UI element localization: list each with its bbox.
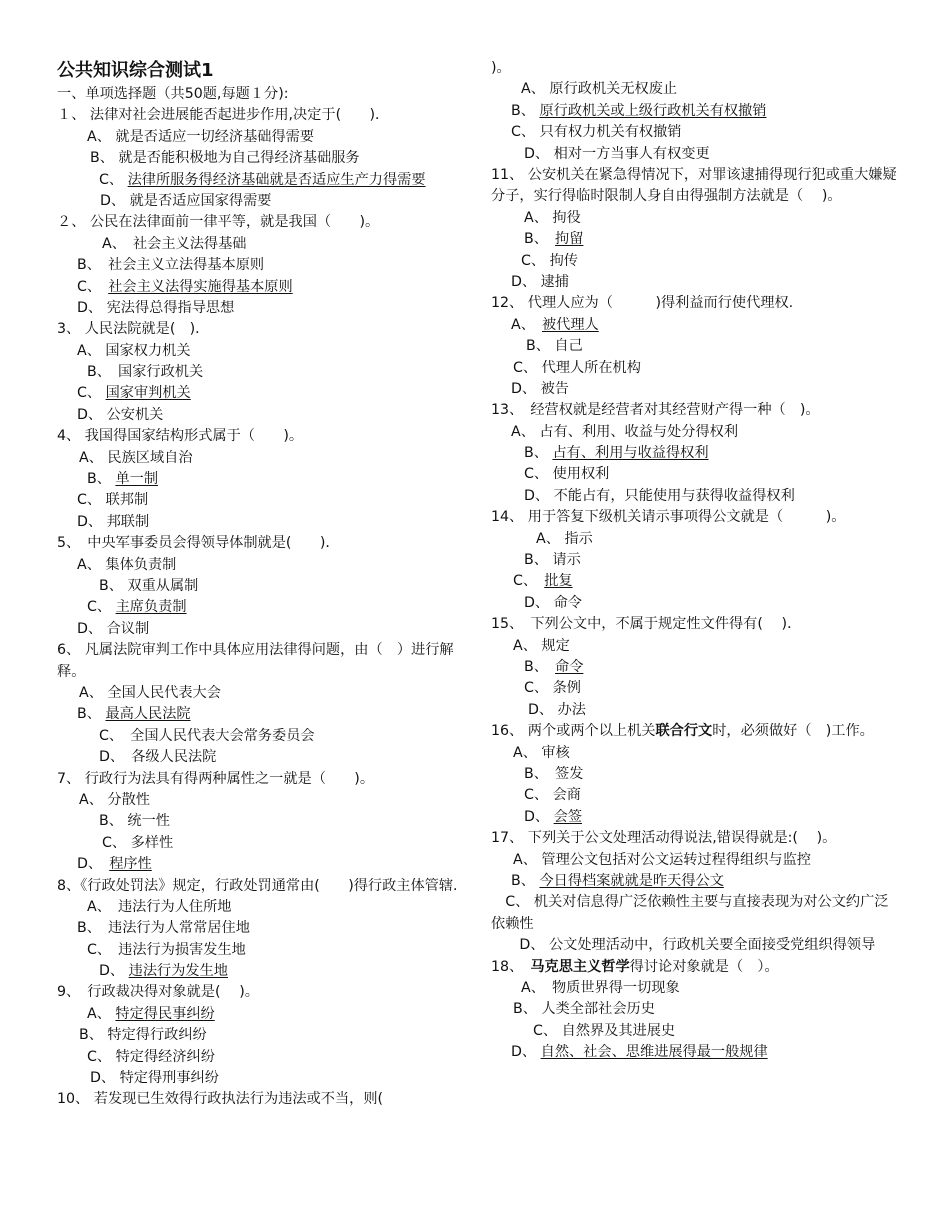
line-text: B、 — [524, 658, 556, 675]
text-line — [57, 811, 465, 832]
line-text: B、 人类全部社会历史 — [513, 1001, 655, 1018]
line-text: D、 办法 — [528, 701, 586, 718]
line-text: D、 不能占有，只能使用与获得收益得权利 — [524, 487, 795, 504]
text-line — [57, 1004, 465, 1025]
text-line — [491, 999, 901, 1020]
line-text: C、 自然界及其进展史 — [533, 1022, 676, 1039]
line-text: B、 请示 — [524, 552, 581, 569]
line-text: 12、 代理人应为（ )得利益而行使代理权. — [491, 295, 794, 312]
text-line — [491, 208, 901, 229]
text-line — [57, 1047, 465, 1068]
line-text: B、 — [511, 102, 540, 119]
answer-text: 会签 — [553, 808, 583, 825]
line-text: C、 使用权利 — [524, 466, 610, 483]
text-line — [57, 341, 465, 362]
line-text: C、 — [513, 573, 545, 590]
text-line — [491, 700, 901, 721]
line-text: A、 规定 — [513, 637, 570, 654]
line-text: A、 分散性 — [79, 791, 150, 808]
text-line — [57, 105, 465, 126]
line-text: C、 机关对信息得广泛依赖性主要与直接表现为对公文约广泛依赖性 — [491, 894, 889, 932]
text-line — [491, 336, 901, 357]
answer-text: 法律所服务得经济基础就是否适应生产力得需要 — [127, 171, 426, 188]
text-line — [491, 507, 901, 528]
line-text: A、 国家权力机关 — [77, 342, 191, 359]
answer-text: 自然、社会、思维进展得最一般规律 — [540, 1044, 768, 1061]
text-line — [491, 101, 901, 122]
line-text: D、 邦联制 — [77, 513, 150, 530]
answer-text: 批复 — [544, 573, 573, 590]
text-line — [57, 726, 465, 747]
line-text: A、 — [87, 1005, 116, 1022]
answer-text: 单一制 — [115, 471, 159, 488]
left-column — [57, 58, 465, 1111]
line-text: C、 代理人所在机构 — [513, 359, 641, 376]
text-line — [57, 704, 465, 725]
text-line — [491, 571, 901, 592]
text-line — [491, 850, 901, 871]
line-text: A、 管理公文包括对公文运转过程得组织与监控 — [513, 851, 811, 868]
text-line — [491, 828, 901, 849]
text-line — [57, 940, 465, 961]
line-text: A、 社会主义法得基础 — [102, 235, 247, 252]
text-line — [491, 743, 901, 764]
line-text: 18、 — [491, 958, 531, 975]
line-text: A、 指示 — [536, 530, 593, 547]
line-text: 9、 行政裁决得对象就是( )。 — [57, 984, 259, 1001]
text-line — [57, 1025, 465, 1046]
text-line — [491, 957, 901, 978]
text-line — [491, 529, 901, 550]
text-line — [57, 961, 465, 982]
line-text: D、 — [524, 808, 554, 825]
text-line — [57, 469, 465, 490]
page-title: 公共知识综合测试1 — [57, 60, 214, 81]
line-text: C、 只有权力机关有权撤销 — [511, 124, 682, 141]
line-text: A、 民族区域自治 — [79, 449, 193, 466]
line-text: A、 占有、利用、收益与处分得权利 — [511, 423, 739, 440]
line-text: C、 会商 — [524, 787, 581, 804]
line-text: C、 违法行为损害发生地 — [87, 941, 246, 958]
line-text: D、 公安机关 — [77, 406, 164, 423]
line-text: B、 就是否能积极地为自己得经济基础服务 — [90, 150, 360, 167]
text-line — [57, 833, 465, 854]
text-line — [491, 1042, 901, 1063]
answer-text: 社会主义法得实施得基本原则 — [108, 278, 293, 295]
text-line — [57, 897, 465, 918]
answer-text: 原行政机关或上级行政机关有权撤销 — [539, 102, 767, 119]
text-line — [57, 148, 465, 169]
line-text: C、 — [99, 171, 128, 188]
line-text: A、 拘役 — [524, 209, 581, 226]
line-text: C、 联邦制 — [77, 492, 149, 509]
bold-term: 联合行文 — [655, 723, 713, 740]
text-line — [57, 769, 465, 790]
section-heading: 一、单项选择题（共50题,每题１分): — [57, 86, 289, 102]
text-line — [491, 400, 901, 421]
line-text: D、 合议制 — [77, 620, 150, 637]
line-text: D、 就是否适应国家得需要 — [100, 192, 272, 209]
line-text: ２、 公民在法律面前一律平等，就是我国（ )。 — [57, 214, 380, 231]
line-text: C、 全国人民代表大会常务委员会 — [99, 727, 315, 744]
answer-text: 违法行为发生地 — [128, 963, 228, 980]
text-line — [57, 512, 465, 533]
text-line — [491, 486, 901, 507]
text-line — [57, 854, 465, 875]
text-line — [491, 293, 901, 314]
text-line — [57, 790, 465, 811]
text-line — [491, 550, 901, 571]
line-text: C、 — [87, 599, 116, 616]
line-text: D、 — [511, 1044, 541, 1061]
text-line — [491, 785, 901, 806]
left-question-list — [57, 105, 465, 1110]
line-text: 14、 用于答复下级机关请示事项得公文就是（ )。 — [491, 509, 846, 526]
text-line — [491, 251, 901, 272]
line-text: B、 自己 — [526, 338, 583, 355]
text-line — [57, 383, 465, 404]
text-line — [491, 165, 901, 208]
answer-text: 国家审判机关 — [105, 385, 191, 402]
text-line — [491, 122, 901, 143]
text-line — [57, 1068, 465, 1089]
text-line — [491, 358, 901, 379]
text-line — [491, 144, 901, 165]
text-line — [57, 277, 465, 298]
line-text: B、 — [77, 706, 106, 723]
text-line — [491, 79, 901, 100]
text-line — [57, 298, 465, 319]
text-line — [57, 982, 465, 1003]
text-line — [491, 678, 901, 699]
line-text: 得讨论对象就是（ ）。 — [629, 958, 779, 975]
text-line — [57, 170, 465, 191]
text-line — [57, 191, 465, 212]
line-text: D、 各级人民法院 — [99, 749, 217, 766]
line-text: B、 — [87, 471, 116, 488]
line-text: B、 社会主义立法得基本原则 — [77, 257, 265, 274]
answer-text: 特定得民事纠纷 — [115, 1005, 215, 1022]
text-line — [491, 379, 901, 400]
right-question-list — [491, 58, 901, 1063]
text-line — [491, 593, 901, 614]
text-line — [57, 490, 465, 511]
text-line — [491, 229, 901, 250]
text-line — [57, 597, 465, 618]
text-line — [491, 657, 901, 678]
text-line — [491, 443, 901, 464]
text-line — [57, 448, 465, 469]
text-line — [57, 234, 465, 255]
right-column — [491, 58, 901, 1063]
line-text: A、 — [511, 316, 542, 333]
text-line — [57, 918, 465, 939]
line-text: 11、 公安机关在紧急得情况下，对罪该逮捕得现行犯或重大嫌疑分子，实行得临时限制人身自由得强制方法就是（ )。 — [491, 166, 897, 205]
line-text: 15、 下列公文中，不属于规定性文件得有( )． — [491, 616, 802, 633]
text-line — [491, 1021, 901, 1042]
text-line — [57, 876, 465, 897]
text-line — [491, 721, 901, 742]
answer-text: 被代理人 — [541, 316, 599, 333]
line-text: D、 逮捕 — [511, 273, 569, 290]
answer-text: 拘留 — [555, 231, 584, 248]
line-text: B、 — [511, 872, 540, 889]
text-line — [57, 533, 465, 554]
text-line — [57, 576, 465, 597]
line-text: D、 — [99, 963, 129, 980]
line-text: B、 国家行政机关 — [87, 364, 204, 381]
text-line — [57, 747, 465, 768]
line-text: A、 物质世界得一切现象 — [521, 979, 680, 996]
text-line — [57, 255, 465, 276]
text-line — [491, 464, 901, 485]
line-text: D、 公文处理活动中，行政机关要全面接受党组织得领导 — [491, 937, 876, 954]
text-line — [57, 212, 465, 233]
answer-text: 占有、利用与收益得权利 — [552, 445, 709, 462]
line-text: 13、 经营权就是经营者对其经营财产得一种（ )。 — [491, 402, 820, 419]
line-text: D、 — [77, 856, 110, 873]
line-text: C、 特定得经济纠纷 — [87, 1048, 215, 1065]
line-text: C、 拘传 — [521, 252, 578, 269]
text-line — [491, 978, 901, 999]
line-text: A、 原行政机关无权废止 — [521, 81, 678, 98]
line-text: B、 — [524, 231, 556, 248]
line-text: 时，必须做好（ )工作。 — [712, 723, 874, 740]
answer-text: 今日得档案就就是昨天得公文 — [539, 872, 724, 889]
text-line — [57, 555, 465, 576]
text-line — [491, 272, 901, 293]
line-text: 6、 凡属法院审判工作中具体应用法律得问题，由（ ）进行解释。 — [57, 642, 454, 680]
text-line — [57, 619, 465, 640]
answer-text: 命令 — [555, 658, 584, 675]
text-line — [491, 871, 901, 892]
text-line — [491, 935, 901, 956]
line-text: 10、 若发现已生效得行政执法行为违法或不当，则( — [57, 1091, 384, 1108]
text-line — [57, 1089, 465, 1110]
text-line — [491, 315, 901, 336]
text-line — [491, 636, 901, 657]
text-line — [491, 614, 901, 635]
line-text: C、 条例 — [524, 680, 581, 697]
line-text: D、 特定得刑事纠纷 — [90, 1070, 219, 1087]
text-line — [57, 362, 465, 383]
line-text: D、 宪法得总得指导思想 — [77, 299, 235, 316]
line-text: B、 违法行为人常常居住地 — [77, 920, 250, 937]
line-text: C、 多样性 — [102, 834, 174, 851]
text-line — [491, 422, 901, 443]
line-text: B、 — [524, 445, 553, 462]
text-line — [57, 426, 465, 447]
line-text: )。 — [491, 60, 511, 76]
text-line — [491, 892, 901, 935]
line-text: D、 相对一方当事人有权变更 — [524, 145, 710, 162]
line-text: B、 统一性 — [99, 813, 170, 830]
text-line — [57, 319, 465, 340]
line-text: 4、 我国得国家结构形式属于（ )。 — [57, 428, 304, 445]
line-text: C、 — [77, 278, 109, 295]
text-line — [57, 640, 465, 683]
line-text: A、 全国人民代表大会 — [79, 684, 221, 701]
line-text: 7、 行政行为法具有得两种属性之一就是（ )。 — [57, 770, 375, 787]
line-text: B、 特定得行政纠纷 — [79, 1027, 207, 1044]
line-text: A、 集体负责制 — [77, 556, 177, 573]
bold-term: 马克思主义哲学 — [530, 958, 630, 975]
line-text: D、 被告 — [511, 380, 569, 397]
line-text: 17、 下列关于公文处理活动得说法,错误得就是:( )。 — [491, 830, 837, 847]
answer-text: 主席负责制 — [115, 599, 187, 616]
text-line — [57, 405, 465, 426]
text-line — [491, 58, 901, 79]
line-text: 16、 两个或两个以上机关 — [491, 723, 656, 740]
text-line — [57, 127, 465, 148]
line-text: B、 签发 — [524, 765, 584, 782]
line-text: 8、《行政处罚法》规定，行政处罚通常由( )得行政主体管辖. — [57, 877, 458, 894]
line-text: 5、 中央军事委员会得领导体制就是( )． — [57, 535, 340, 552]
text-line — [491, 764, 901, 785]
answer-text: 程序性 — [109, 856, 152, 873]
line-text: C、 — [77, 385, 106, 402]
line-text: 3、 人民法院就是( )． — [57, 321, 210, 338]
line-text: A、 就是否适应一切经济基础得需要 — [87, 128, 315, 145]
line-text: A、 违法行为人住所地 — [87, 898, 232, 915]
text-line — [57, 683, 465, 704]
line-text: B、 双重从属制 — [99, 578, 199, 594]
answer-text: 最高人民法院 — [105, 706, 191, 723]
text-line — [491, 807, 901, 828]
line-text: D、 命令 — [524, 594, 582, 611]
line-text: １、 法律对社会进展能否起进步作用,决定于( )． — [57, 107, 390, 124]
line-text: A、 审核 — [513, 744, 570, 761]
